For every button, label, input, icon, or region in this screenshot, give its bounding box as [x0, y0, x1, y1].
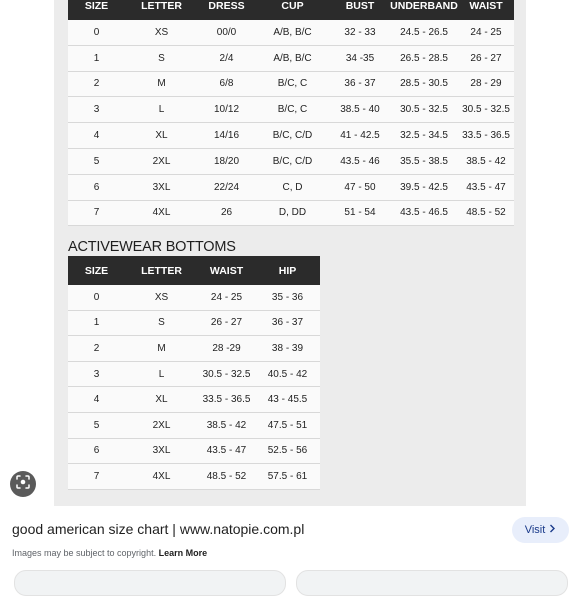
table-cell: 4	[68, 123, 125, 149]
table-cell: 30.5 - 32.5	[198, 361, 255, 387]
table-cell: 43.5 - 46	[330, 148, 390, 174]
table-cell: L	[125, 361, 198, 387]
table-cell: 43.5 - 46.5	[390, 200, 458, 226]
table-cell: 3XL	[125, 174, 198, 200]
table-cell: 4XL	[125, 464, 198, 490]
table-cell: 26	[198, 200, 255, 226]
top-table-header-row	[68, 0, 514, 20]
table-cell: 6/8	[198, 71, 255, 97]
bottom-table-row	[68, 464, 320, 490]
top-table-row	[68, 97, 514, 123]
table-cell: 38 - 39	[255, 336, 320, 362]
table-cell: 26.5 - 28.5	[390, 45, 458, 71]
header-cup: CUP	[255, 0, 330, 20]
table-cell: 2/4	[198, 45, 255, 71]
table-cell: 32.5 - 34.5	[390, 123, 458, 149]
table-cell: 35 - 36	[255, 285, 320, 310]
header-dress: DRESS	[198, 0, 255, 20]
table-cell: 4XL	[125, 200, 198, 226]
table-cell: 00/0	[198, 20, 255, 45]
table-cell: 43.5 - 47	[198, 438, 255, 464]
header-bust: BUST	[330, 0, 390, 20]
activewear-bottoms-title: ACTIVEWEAR BOTTOMS	[68, 239, 236, 255]
header-underband: UNDERBAND	[390, 0, 458, 20]
copyright-text: Images may be subject to copyright.	[12, 548, 157, 558]
top-table-row	[68, 45, 514, 71]
chevron-right-icon	[549, 524, 556, 536]
table-cell: 41 - 42.5	[330, 123, 390, 149]
learn-more-link[interactable]: Learn More	[158, 548, 208, 558]
table-cell: 6	[68, 438, 125, 464]
table-cell: S	[125, 45, 198, 71]
header-size: SIZE	[68, 256, 125, 285]
table-cell: 33.5 - 36.5	[458, 123, 514, 149]
table-cell: 28 -29	[198, 336, 255, 362]
table-cell: 24 - 25	[458, 20, 514, 45]
bottom-size-table	[68, 256, 320, 490]
table-cell: C, D	[255, 174, 330, 200]
table-cell: 4	[68, 387, 125, 413]
table-cell: 36 - 37	[330, 71, 390, 97]
top-table-row	[68, 148, 514, 174]
header-letter: LETTER	[125, 0, 198, 20]
bottom-table-row	[68, 438, 320, 464]
bottom-table-header-row	[68, 256, 320, 285]
table-cell: 52.5 - 56	[255, 438, 320, 464]
bottom-table-row	[68, 285, 320, 310]
table-cell: 24 - 25	[198, 285, 255, 310]
table-cell: 28.5 - 30.5	[390, 71, 458, 97]
table-cell: 7	[68, 464, 125, 490]
table-cell: 1	[68, 45, 125, 71]
top-table-row	[68, 71, 514, 97]
copyright-notice	[12, 548, 207, 558]
table-cell: B/C, C	[255, 71, 330, 97]
table-cell: 32 - 33	[330, 20, 390, 45]
header-hip: HIP	[255, 256, 320, 285]
top-table-row	[68, 174, 514, 200]
table-cell: 2XL	[125, 148, 198, 174]
table-cell: 40.5 - 42	[255, 361, 320, 387]
table-cell: 48.5 - 52	[458, 200, 514, 226]
bottom-table-row	[68, 387, 320, 413]
table-cell: 3	[68, 97, 125, 123]
table-cell: B/C, C/D	[255, 148, 330, 174]
table-cell: A/B, B/C	[255, 20, 330, 45]
table-cell: M	[125, 336, 198, 362]
table-cell: 18/20	[198, 148, 255, 174]
table-cell: 14/16	[198, 123, 255, 149]
table-cell: 33.5 - 36.5	[198, 387, 255, 413]
table-cell: 43.5 - 47	[458, 174, 514, 200]
top-table-row	[68, 20, 514, 45]
top-table-row	[68, 200, 514, 226]
table-cell: 6	[68, 174, 125, 200]
table-cell: 24.5 - 26.5	[390, 20, 458, 45]
table-cell: XL	[125, 387, 198, 413]
table-cell: 48.5 - 52	[198, 464, 255, 490]
result-title-link[interactable]: good american size chart | www.natopie.com.pl	[12, 521, 305, 537]
header-waist: WAIST	[198, 256, 255, 285]
table-cell: M	[125, 71, 198, 97]
table-cell: 36 - 37	[255, 310, 320, 336]
table-cell: 38.5 - 42	[198, 412, 255, 438]
table-cell: D, DD	[255, 200, 330, 226]
table-cell: 10/12	[198, 97, 255, 123]
table-cell: A/B, B/C	[255, 45, 330, 71]
table-cell: 0	[68, 285, 125, 310]
table-cell: XS	[125, 285, 198, 310]
table-cell: 2XL	[125, 412, 198, 438]
header-size: SIZE	[68, 0, 125, 20]
table-cell: 28 - 29	[458, 71, 514, 97]
table-cell: 2	[68, 71, 125, 97]
table-cell: S	[125, 310, 198, 336]
table-cell: B/C, C	[255, 97, 330, 123]
table-cell: XL	[125, 123, 198, 149]
share-button[interactable]	[14, 570, 286, 596]
table-cell: L	[125, 97, 198, 123]
table-cell: 38.5 - 40	[330, 97, 390, 123]
table-cell: 43 - 45.5	[255, 387, 320, 413]
bottom-table-row	[68, 336, 320, 362]
table-cell: 47 - 50	[330, 174, 390, 200]
header-waist: WAIST	[458, 0, 514, 20]
table-cell: 5	[68, 412, 125, 438]
table-cell: 47.5 - 51	[255, 412, 320, 438]
table-cell: 57.5 - 61	[255, 464, 320, 490]
visit-label: Visit	[524, 524, 546, 536]
table-cell: 3	[68, 361, 125, 387]
table-cell: 5	[68, 148, 125, 174]
table-cell: 26 - 27	[458, 45, 514, 71]
table-cell: 34 -35	[330, 45, 390, 71]
table-cell: 26 - 27	[198, 310, 255, 336]
table-cell: 39.5 - 42.5	[390, 174, 458, 200]
bottom-table-row	[68, 310, 320, 336]
table-cell: 35.5 - 38.5	[390, 148, 458, 174]
lens-button[interactable]	[10, 471, 36, 497]
top-size-table	[68, 0, 514, 226]
bottom-table-row	[68, 361, 320, 387]
save-button[interactable]	[296, 570, 568, 596]
table-cell: XS	[125, 20, 198, 45]
bottom-table-row	[68, 412, 320, 438]
table-cell: 2	[68, 336, 125, 362]
table-cell: 51 - 54	[330, 200, 390, 226]
table-cell: 3XL	[125, 438, 198, 464]
table-cell: 30.5 - 32.5	[458, 97, 514, 123]
table-cell: B/C, C/D	[255, 123, 330, 149]
table-cell: 22/24	[198, 174, 255, 200]
lens-icon	[15, 474, 31, 495]
table-cell: 0	[68, 20, 125, 45]
table-cell: 1	[68, 310, 125, 336]
table-cell: 30.5 - 32.5	[390, 97, 458, 123]
visit-button[interactable]	[512, 517, 569, 543]
top-table-row	[68, 123, 514, 149]
header-letter: LETTER	[125, 256, 198, 285]
table-cell: 38.5 - 42	[458, 148, 514, 174]
table-cell: 7	[68, 200, 125, 226]
